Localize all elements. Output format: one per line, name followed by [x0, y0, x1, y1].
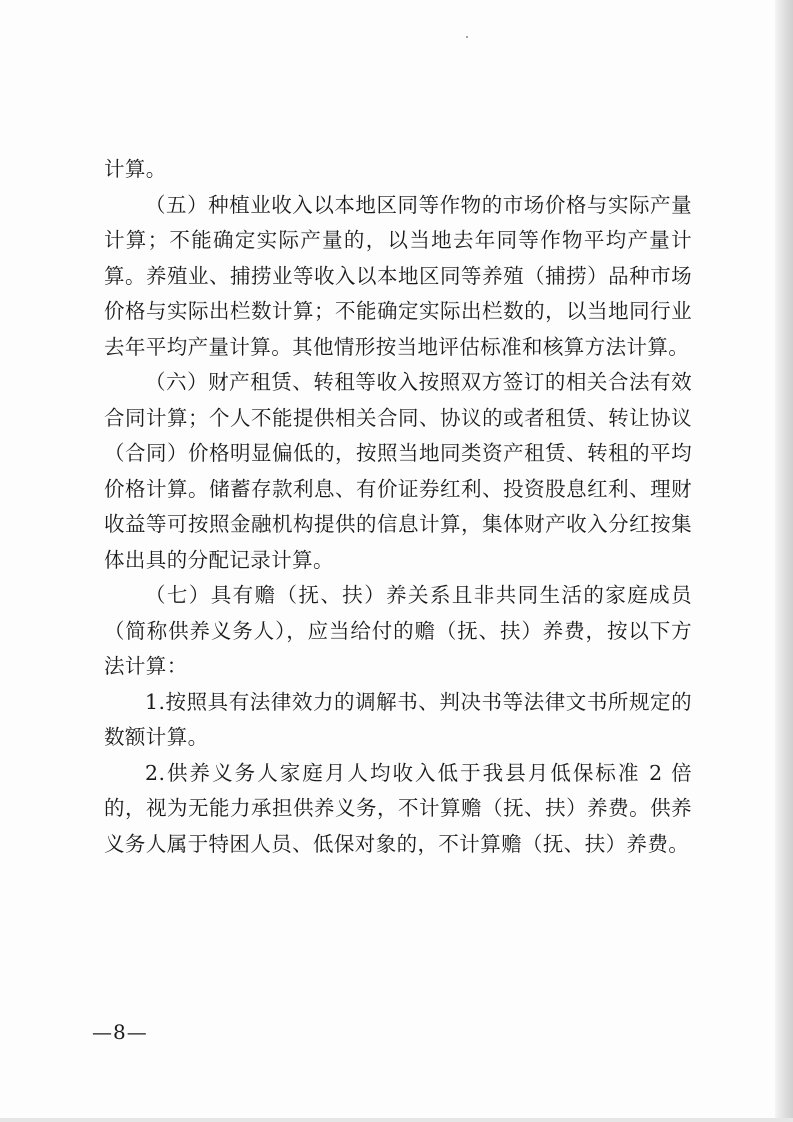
paragraph-item-7: （七）具有赡（抚、扶）养关系且非共同生活的家庭成员（简称供养义务人），应当给付的赡（抚、扶）养费，按以下方法计算：	[104, 583, 692, 678]
scan-edge-shadow	[775, 0, 793, 1122]
paragraph-subitem-2: 2.供养义务人家庭月人均收入低于我县月低保标准 2 倍的，视为无能力承担供养义务，不计算赡（抚、扶）养费。供养义务人属于特困人员、低保对象的，不计算赡（抚、扶）养费。	[104, 760, 692, 856]
document-body	[104, 152, 692, 862]
paragraph-item-6: （六）财产租赁、转租等收入按照双方签订的相关合法有效合同计算；个人不能提供相关合同、协议的或者租赁、转让协议（合同）价格明显偏低的，按照当地同类资产租赁、转租的平均价格计算。储蓄存款利息、有价证券红利、投资股息红利、理财收益等可按照金融机构提供的信息计算，集体财产收入分红按集体出具的分配记录计算。	[104, 370, 692, 572]
paragraph-subitem-1: 1.按照具有法律效力的调解书、判决书等法律文书所规定的数额计算。	[104, 689, 692, 749]
paragraph-item-5: （五）种植业收入以本地区同等作物的市场价格与实际产量计算；不能确定实际产量的，以当地去年同等作物平均产量计算。养殖业、捕捞业等收入以本地区同等养殖（捕捞）品种市场价格与实际出栏数计算；不能确定实际出栏数的，以当地同行业去年平均产量计算。其他情形按当地评估标准和核算方法计算。	[104, 192, 692, 359]
page-number: —8—	[92, 1020, 148, 1044]
paragraph-continuation: 计算。	[104, 157, 167, 181]
scan-speck	[466, 36, 468, 38]
scan-bottom-edge	[0, 1118, 793, 1122]
